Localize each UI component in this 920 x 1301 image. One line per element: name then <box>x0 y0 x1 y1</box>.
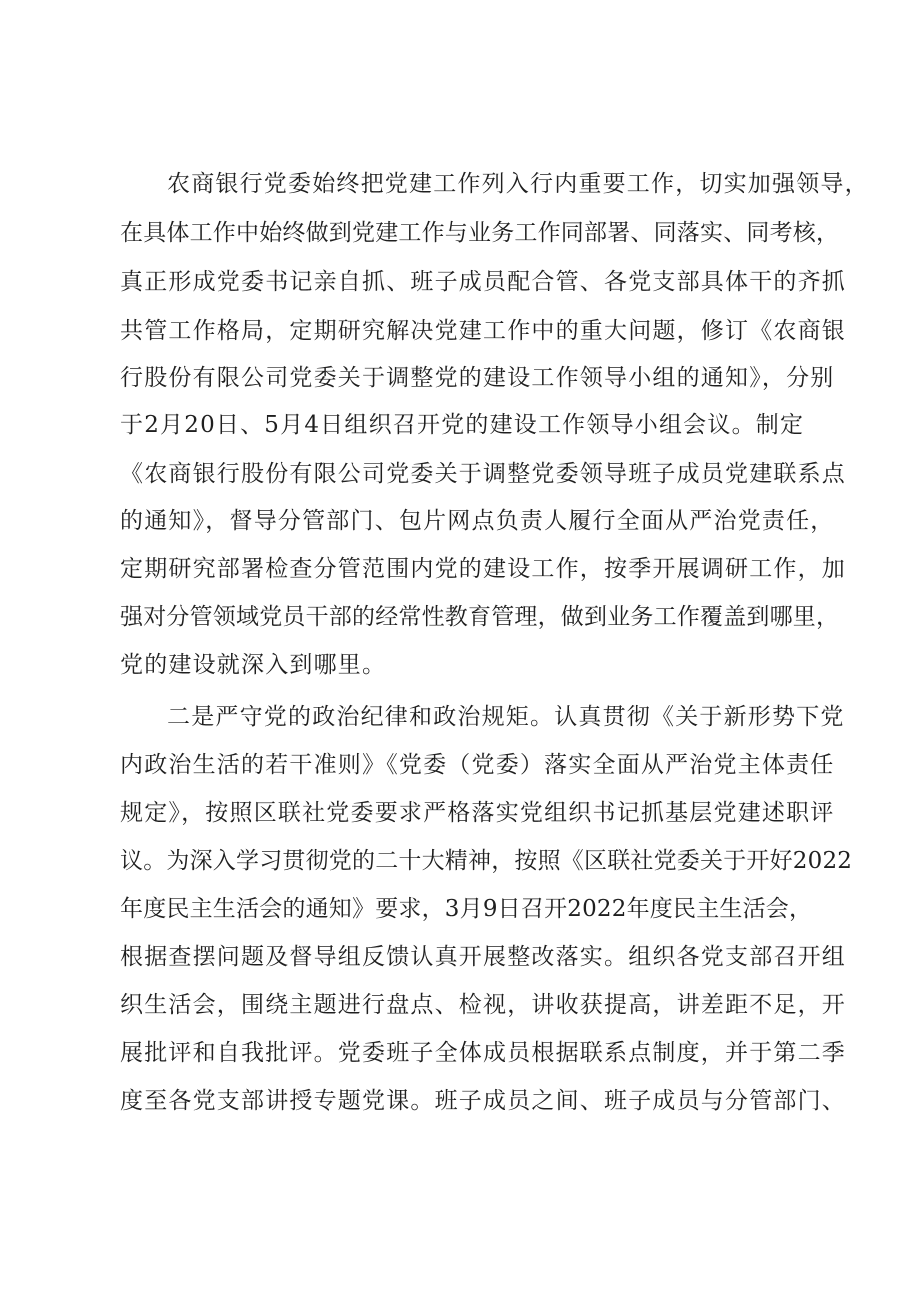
paragraph-2-line-7: 织生活会，围绕主题进行盘点、检视，讲收获提高，讲差距不足，开 <box>120 992 846 1018</box>
paragraph-1-line-4: 共管工作格局，定期研究解决党建工作中的重大问题，修订《农商银 <box>120 318 846 344</box>
paragraph-1-line-5: 行股份有限公司党委关于调整党的建设工作领导小组的通知》，分别 <box>120 365 835 391</box>
paragraph-2-line-3: 规定》，按照区联社党委要求严格落实党组织书记抓基层党建述职评 <box>120 800 835 826</box>
paragraph-1-line-7: 《农商银行股份有限公司党委关于调整党委领导班子成员党建联系点 <box>120 461 846 487</box>
paragraph-1-line-3: 真正形成党委书记亲自抓、班子成员配合管、各党支部具体干的齐抓 <box>120 269 846 295</box>
paragraph-1-line-11: 党的建设就深入到哪里。 <box>120 652 387 678</box>
paragraph-2-line-8: 展批评和自我批评。党委班子全体成员根据联系点制度，并于第二季 <box>120 1040 846 1066</box>
paragraph-2-line-4: 议。为深入学习贯彻党的二十大精神，按照《区联社党委关于开好2022 <box>120 848 853 874</box>
paragraph-1-line-9: 定期研究部署检查分管范围内党的建设工作，按季开展调研工作，加 <box>120 556 846 582</box>
paragraph-1-line-8: 的通知》，督导分管部门、包片网点负责人履行全面从严治党责任， <box>120 508 835 534</box>
paragraph-2-line-9: 度至各党支部讲授专题党课。班子成员之间、班子成员与分管部门、 <box>120 1088 846 1114</box>
paragraph-2-line-1: 二是严守党的政治纪律和政治规矩。认真贯彻《关于新形势下党 <box>167 704 845 730</box>
paragraph-1-line-6: 于2月20日、5月4日组织召开党的建设工作领导小组会议。制定 <box>120 412 805 438</box>
paragraph-1-line-2: 在具体工作中始终做到党建工作与业务工作同部署、同落实、同考核， <box>120 220 840 246</box>
paragraph-1-line-10: 强对分管领域党员干部的经常性教育管理，做到业务工作覆盖到哪里， <box>120 604 840 630</box>
paragraph-1-line-1: 农商银行党委始终把党建工作列入行内重要工作，切实加强领导， <box>167 171 869 197</box>
paragraph-2-line-5: 年度民主生活会的通知》要求，3月9日召开2022年度民主生活会， <box>120 896 813 922</box>
paragraph-2-line-6: 根据查摆问题及督导组反馈认真开展整改落实。组织各党支部召开组 <box>120 944 846 970</box>
paragraph-2-line-2: 内政治生活的若干准则》《党委（党委）落实全面从严治党主体责任 <box>120 752 835 778</box>
